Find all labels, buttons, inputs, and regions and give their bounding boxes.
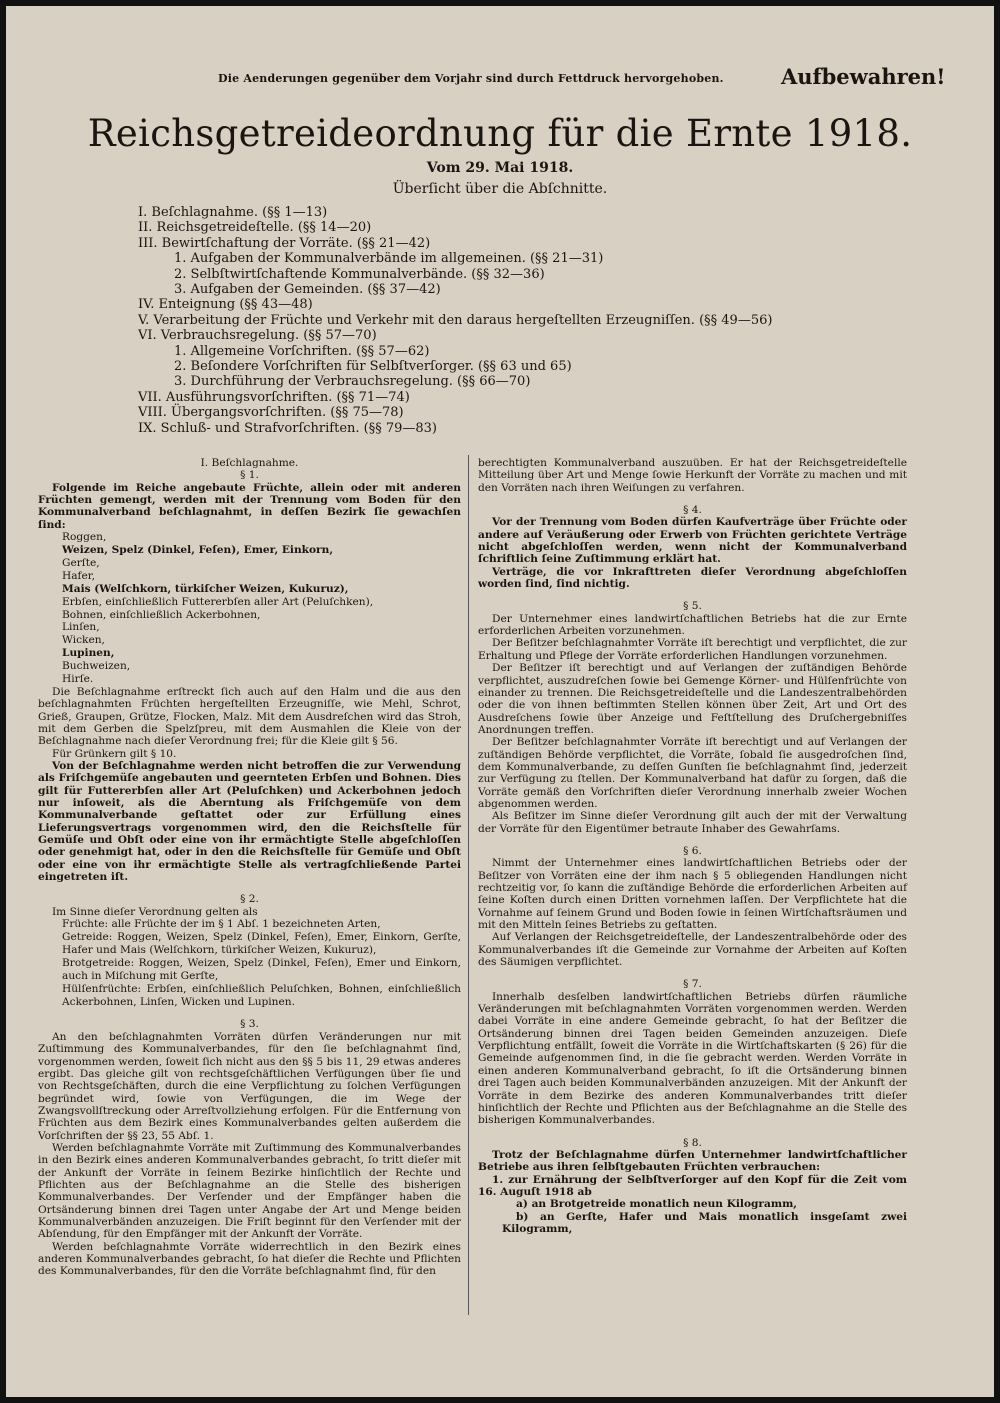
list-item: Wicken, — [62, 634, 105, 647]
paragraph-text: Nimmt der Unternehmer eines landwirtſchaftlichen Betriebs oder der Beſitzer von Vorräten eine der ihm nach § 5 obliegenden Handlungen nicht rechtzeitig vor, ſo kann die zuſtändige Behörde die erforderlichen Arbeiten auf ſeine Koſten durch einen Dritten vornehmen laſſen. Der Verpflichtete hat die Vornahme auf ſeinem Grund und Boden ſowie in ſeinen Wirtſchaftsräumen und mit den Mitteln ſeines Betriebs zu geſtatten. — [478, 857, 907, 932]
paragraph-text: 1. zur Ernährung der Selbſtverſorger auf den Kopf für die Zeit vom 16. Auguſt 1918 ab — [478, 1173, 907, 1198]
toc-subitem: 3. Aufgaben der Gemeinden. (§§ 37—42) — [174, 282, 441, 298]
column-divider — [468, 455, 469, 1315]
toc-item: I. Beſchlagnahme. (§§ 1—13) — [138, 205, 328, 220]
list-item: Gerſte, — [62, 556, 100, 569]
overview-title: Überſicht über die Abſchnitte. — [392, 181, 608, 197]
paragraph-text: Die Beſchlagnahme erſtreckt ſich auch auf den Halm und die aus den beſchlagnahmten Früchten hergeſtellten Erzeugniſſe, wie Mehl, Schrot, Grieß, Graupen, Grütze, Flocken, Malz. Mit dem Ausdreſchen wird das Stroh, mit dem Gerben die Spelzſpreu, mit dem Ausmahlen die Kleie von der Beſchlagnahme nach dieſer Verordnung frei; für die Kleie gilt § 56. — [38, 685, 461, 748]
paragraph-heading: § 1. — [240, 469, 259, 482]
paragraph-text: Im Sinne dieſer Verordnung gelten als — [52, 905, 258, 918]
paragraph-text: Verträge, die vor Inkrafttreten dieſer Verordnung abgeſchloſſen worden ſind, ſind nichtig. — [478, 565, 907, 591]
toc-item: V. Verarbeitung der Früchte und Verkehr mit den daraus hergeſtellten Erzeugniſſen. (§§ 49—56) — [138, 312, 773, 328]
paragraph-heading: § 3. — [240, 1018, 259, 1031]
list-item: Erbſen, einſchließlich Futtererbſen aller Art (Peluſchken), — [62, 595, 374, 608]
toc-subitem: 2. Selbſtwirtſchaftende Kommunalverbände. (§§ 32—36) — [174, 266, 545, 282]
list-item: Linſen, — [62, 621, 100, 634]
paragraph-text: Von der Beſchlagnahme werden nicht betroffen die zur Verwendung als Friſchgemüſe angebauten und geernteten Erbſen und Bohnen. Dies gilt für Futtererbſen aller Art (Peluſchken) und Ackerbohnen jedoch nur inſoweit, als die Aberntung als Friſchgemüſe von dem Kommunalverbande geſtattet oder zur Erfüllung eines Lieferungsvertrags vorgenommen wird, den die Reichsſtelle für Gemüſe und Obſt oder eine von ihr ermächtigte Stelle abgeſchloſſen oder genehmigt hat, oder in den die Reichsſtelle für Gemüſe und Obſt oder eine von ihr ermächtigte Stelle als vertragſchließende Partei eingetreten iſt. — [38, 760, 461, 884]
list-item: Mais (Welſchkorn, türkiſcher Weizen, Kukuruz), — [62, 582, 349, 595]
list-item: Weizen, Spelz (Dinkel, Feſen), Emer, Einkorn, — [62, 543, 334, 556]
paragraph-text: Der Unternehmer eines landwirtſchaftlichen Betriebs hat die zur Ernte erforderlichen Arbeiten vorzunehmen. — [478, 612, 907, 638]
toc-item: IX. Schluß- und Strafvorſchriften. (§§ 79—83) — [138, 420, 438, 436]
list-item: Hirſe. — [62, 673, 94, 686]
definition-item: Brotgetreide: Roggen, Weizen, Spelz (Dinkel, Feſen), Emer und Einkorn, auch in Miſchung mit Gerſte, — [62, 956, 461, 982]
paragraph-heading: § 4. — [683, 504, 702, 517]
toc-item: IV. Enteignung (§§ 43—48) — [138, 297, 313, 313]
paragraph-text: a) an Brotgetreide monatlich neun Kilogramm, — [516, 1198, 797, 1211]
crop-list — [38, 531, 461, 686]
definition-item: Getreide: Roggen, Weizen, Spelz (Dinkel, Feſen), Emer, Einkorn, Gerſte, Hafer und Mais (Welſchkorn, türkiſcher Weizen, Kukuruz), — [62, 931, 461, 956]
paragraph-text: Der Beſitzer beſchlagnahmter Vorräte iſt berechtigt und auf Verlangen der zuſtändigen Behörde verpflichtet, die Vorräte, ſobald ſie ausgedroſchen ſind, dem Kommunalverbande, zu deſſen Gunſten ſie beſchlagnahmt ſind, jederzeit zur Verfügung zu ſtellen. Der Kommunalverband hat dafür zu ſorgen, daß die Vorräte gemäß den Vorſchriften dieſer Verordnung innerhalb zweier Wochen abgenommen werden. — [478, 736, 907, 810]
paragraph-heading: § 8. — [683, 1136, 702, 1149]
right-column — [478, 457, 907, 1235]
paragraph-text: Als Beſitzer im Sinne dieſer Verordnung gilt auch der mit der Verwaltung der Vorräte für den Eigentümer betraute Inhaber des Gewahrſams. — [478, 810, 907, 835]
toc-item: VI. Verbrauchsregelung. (§§ 57—70) — [138, 328, 377, 344]
list-item: Roggen, — [62, 531, 107, 544]
paragraph-heading: § 6. — [683, 844, 702, 857]
toc-item: III. Bewirtſchaftung der Vorräte. (§§ 21—42) — [138, 235, 431, 251]
toc-subitem: 2. Beſondere Vorſchriften für Selbſtverſorger. (§§ 63 und 65) — [174, 359, 572, 375]
paragraph-heading: § 7. — [683, 978, 702, 991]
paragraph-text: An den beſchlagnahmten Vorräten dürfen Veränderungen nur mit Zuſtimmung des Kommunalverbandes, für den ſie beſchlagnahmt ſind, vorgenommen werden, ſoweit ſich nicht aus den §§ 5 bis 11, 29 etwas anderes ergibt. Das gleiche gilt von rechtsgeſchäftlichen Verfügungen über ſie und von Rechtsgeſchäften, durch die eine Verpflichtung zu ſolchen Verfügungen begründet wird, ſowie von Verfügungen, die im Wege der Zwangsvollſtreckung oder Arreſtvollziehung erfolgen. Für die Entfernung von Früchten aus dem Bezirk eines Kommunalverbandes gelten außerdem die Vorſchriften der §§ 23, 55 Abſ. 1. — [38, 1030, 461, 1142]
paragraph-heading: § 2. — [240, 893, 259, 906]
paragraph-text: b) an Gerſte, Hafer und Mais monatlich insgeſamt zwei Kilogramm, — [502, 1210, 907, 1235]
toc-item: VIII. Übergangsvorſchriften. (§§ 75—78) — [138, 405, 404, 421]
paragraph-text: Der Beſitzer beſchlagnahmter Vorräte iſt berechtigt und verpflichtet, die zur Erhaltung und Pflege der Vorräte erforderlichen Handlungen vorzunehmen. — [478, 637, 907, 662]
list-item: Buchweizen, — [62, 660, 131, 673]
page-title: Reichsgetreideordnung für die Ernte 1918. — [87, 112, 913, 155]
section-heading: I. Beſchlagnahme. — [200, 457, 299, 469]
paragraph-text: Der Beſitzer iſt berechtigt und auf Verlangen der zuſtändigen Behörde verpflichtet, auszudreſchen ſowie bei Gemenge Körner- und Hülſenfrüchte von einander zu trennen. Die Reichsgetreideſtelle und die Landeszentralbehörden oder die von ihnen beſtimmten Stellen können über Zeit, Art und Ort des Ausdreſchens ſowie über Anzeige und Feſtſtellung des Druſchergebniſſes Anordnungen treffen. — [478, 662, 907, 736]
list-item: Lupinen, — [62, 647, 115, 660]
list-item: Bohnen, einſchließlich Ackerbohnen, — [62, 608, 261, 621]
paragraph-text: Innerhalb desſelben landwirtſchaftlichen Betriebs dürfen räumliche Veränderungen mit beſchlagnahmten Vorräten vorgenommen werden. Werden dabei Vorräte in eine andere Gemeinde gebracht, ſo hat der Beſitzer die Ortsänderung binnen drei Tagen beiden Gemeinden anzuzeigen. Dieſe Verpflichtung entfällt, ſoweit die Vorräte in die Wirtſchaftskarten (§ 26) für die Gemeinde aufgenommen ſind, in die ſie gebracht werden. Werden Vorräte in einen anderen Kommunalverband gebracht, ſo iſt die Ortsänderung binnen drei Tagen auch beiden Kommunalverbänden anzuzeigen. Mit der Ankunft der Vorräte in dem Bezirke des anderen Kommunalverbandes tritt dieſer hinſichtlich der Rechte und Pflichten aus der Beſchlagnahme an die Stelle des bisherigen Kommunalverbandes. — [478, 990, 907, 1127]
toc-subitem: 1. Allgemeine Vorſchriften. (§§ 57—62) — [174, 343, 430, 359]
paragraph-text: Werden beſchlagnahmte Vorräte widerrechtlich in den Bezirk eines anderen Kommunalverbandes gebracht, ſo hat dieſer die Rechte und Pflichten des Kommunalverbandes, für den die Vorräte beſchlagnahmt ſind, für den — [38, 1240, 461, 1278]
toc-item: II. Reichsgetreideſtelle. (§§ 14—20) — [138, 220, 372, 236]
keep-notice: Aufbewahren! — [781, 64, 946, 89]
definition-item: Hülſenfrüchte: Erbſen, einſchließlich Peluſchken, Bohnen, einſchließlich Ackerbohnen, Linſen, Wicken und Lupinen. — [62, 982, 461, 1008]
paragraph-heading: § 5. — [683, 600, 702, 613]
paragraph-text: Trotz der Beſchlagnahme dürfen Unternehmer landwirtſchaftlicher Betriebe aus ihren ſelbſtgebauten Früchten verbrauchen: — [478, 1148, 907, 1174]
paragraph-text: Für Grünkern gilt § 10. — [52, 747, 177, 760]
paragraph-text: Werden beſchlagnahmte Vorräte mit Zuſtimmung des Kommunalverbandes in den Bezirk eines anderen Kommunalverbandes gebracht, ſo tritt dieſer mit der Ankunft der Vorräte in ſeinem Bezirke hinſichtlich der Rechte und Pflichten aus der Beſchlagnahme an die Stelle des bisherigen Kommunalverbandes. Der Verſender und der Empfänger haben die Ortsänderung binnen drei Tagen unter Angabe der Art und Menge beiden Kommunalverbänden anzuzeigen. Die Friſt beginnt für den Verſender mit der Abſendung, für den Empfänger mit der Ankunft der Vorräte. — [38, 1141, 461, 1241]
ordinance-date: Vom 29. Mai 1918. — [426, 160, 574, 176]
paragraph-text: Auf Verlangen der Reichsgetreideſtelle, der Landeszentralbehörde oder des Kommunalverbandes iſt die Gemeinde zur Vornahme der Arbeiten auf Koſten des Säumigen verpflichtet. — [478, 931, 907, 969]
toc-item: VII. Ausführungsvorſchriften. (§§ 71—74) — [138, 389, 410, 405]
table-of-contents — [138, 205, 772, 436]
list-item: Hafer, — [62, 569, 96, 582]
paragraph-text: berechtigten Kommunalverband auszuüben. Er hat der Reichsgetreideſtelle Mitteilung über Art und Menge ſowie Herkunft der Vorräte zu machen und mit den Vorräten nach ihren Weiſungen zu verfahren. — [478, 457, 907, 494]
toc-subitem: 3. Durchführung der Verbrauchsregelung. (§§ 66—70) — [174, 374, 531, 390]
definition-list — [38, 918, 461, 1008]
changes-note: Die Aenderungen gegenüber dem Vorjahr sind durch Fettdruck hervorgehoben. — [218, 72, 724, 85]
left-column — [38, 457, 461, 1278]
definition-item: Früchte: alle Früchte der im § 1 Abſ. 1 bezeichneten Arten, — [62, 918, 381, 931]
paragraph-text: Folgende im Reiche angebaute Früchte, allein oder mit anderen Früchten gemengt, werden mit der Trennung vom Boden für den Kommunalverband beſchlagnahmt, in deſſen Bezirk ſie gewachſen ſind: — [38, 481, 461, 531]
paragraph-text: Vor der Trennung vom Boden dürfen Kaufverträge über Früchte oder andere auf Veräußerung oder Erwerb von Früchten gerichtete Verträge nicht abgeſchloſſen werden, wenn nicht der Kommunalverband ſchriftlich ſeine Zuſtimmung erklärt hat. — [478, 516, 907, 566]
toc-subitem: 1. Aufgaben der Kommunalverbände im allgemeinen. (§§ 21—31) — [174, 251, 604, 267]
